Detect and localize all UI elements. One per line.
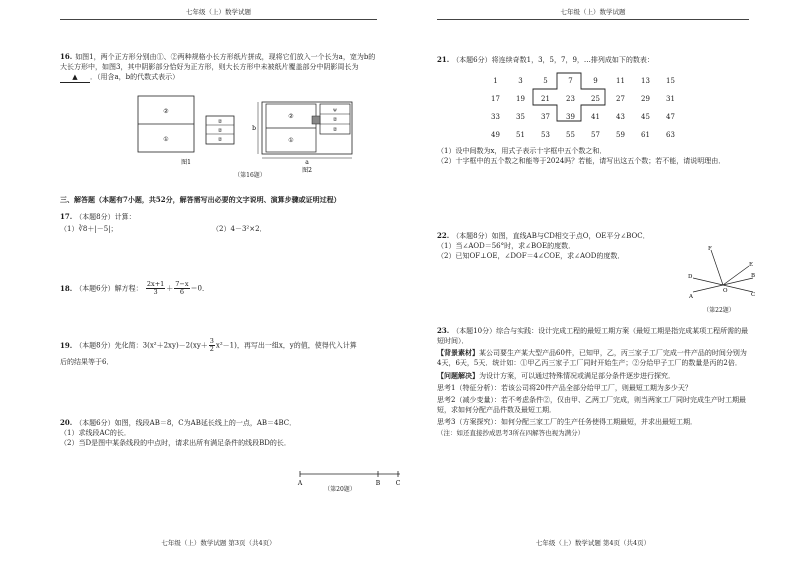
odd-number-table bbox=[483, 72, 683, 144]
fraction-1: $\frac{2x+1}{3}$ bbox=[146, 280, 165, 297]
figure-22 bbox=[687, 244, 757, 308]
header-rule bbox=[437, 19, 749, 20]
question-23: 23. （本题10分）综合与实践：设计完成工程的最短工期方案（最短工期是指完成某项工程所需的最短时间）． 【背景素材】某公司要生产某大型产品60件，已知甲，乙，丙三家子工厂完成一件产品的时间分别为4天，6天，5天．统计如：①甲乙丙三家子工厂同时开始生产；②分给甲子工厂的数量是丙的2倍． 【问题解决】为设计方案，可以通过特殊情况或满足部分条件逐步进行探究． 思考1（特征分析）：若该公司将20件产品全部分给甲工厂，则最短工期为多少天？ 思考2（减少变量）：若不考虑条件②，仅由甲、乙两工厂完成，则当两家工厂同时完成生产时工期最短，求如何分配产品件数及最短工期． 思考3（方案探究）：如何分配三家工厂的生产任务使得工期最短，并求出最短工期． （注：如还直接抄成思考3所在四解答也视为满分） bbox=[437, 326, 749, 438]
question-19: 19. （本题8分）先化简：3(x²＋2xy)－2(xy＋ $\frac{3}{2}$ x²－1)，再写出一组x，y的值，使得代入计算 后的结果等于6． bbox=[60, 337, 357, 367]
answer-blank[interactable]: ▲ bbox=[60, 72, 90, 83]
ray-of bbox=[711, 250, 723, 285]
fraction-3-2: $\frac{3}{2}$ bbox=[209, 337, 214, 354]
table-row: 33 35 37 39 41 43 45 47 bbox=[491, 112, 675, 121]
fig2-caption: 图2 bbox=[302, 167, 312, 174]
fig1-label-two: ② bbox=[163, 108, 169, 115]
point-c: C bbox=[395, 480, 401, 487]
svg-text:B: B bbox=[751, 273, 756, 279]
svg-text:ψ: ψ bbox=[333, 107, 337, 113]
figure-16-caption: （第16题） bbox=[234, 172, 266, 179]
q17-expr-2: 4－3²×2． bbox=[230, 225, 267, 234]
header-rule bbox=[60, 19, 377, 20]
angle-figure bbox=[687, 244, 757, 308]
question-21-parts: （1）设中间数为x，用式子表示十字框中五个数之和． （2）十字框中的五个数之和能等于2024吗？若能，请写出这五个数；若不能，请说明理由． bbox=[437, 147, 726, 166]
svg-text:②: ② bbox=[217, 119, 223, 125]
svg-text:F: F bbox=[708, 246, 712, 252]
svg-text:C: C bbox=[751, 292, 756, 298]
svg-text:D: D bbox=[688, 274, 693, 280]
table-row: 49 51 53 55 57 59 61 63 bbox=[491, 130, 675, 139]
page-header: 七年级（上）数学试题 bbox=[186, 8, 251, 16]
page-footer: 七年级（上）数学试题 第4页（共4页） bbox=[535, 538, 651, 547]
point-a: A bbox=[297, 480, 303, 487]
number-grid bbox=[483, 72, 683, 144]
question-17: 17. （本题8分）计算： （1）∛8＋|－5|； （2）4－3²×2． bbox=[60, 212, 267, 234]
svg-text:A: A bbox=[689, 294, 693, 300]
question-text: 如图1，两个正方形分别由①、②两种规格小长方形纸片拼成，现将它们放入一个长为a，宽为b的大长方形中，如图3，其中阴影部分恰好为正方形，则大长方形中未被纸片覆盖部分中阴影周长为 bbox=[60, 53, 376, 72]
svg-text:②: ② bbox=[288, 113, 294, 120]
svg-text:②: ② bbox=[217, 128, 223, 134]
question-18: 18. （本题6分）解方程： $\frac{2x+1}{3}$ ＋ $\frac{7-x}{6}$ ＝0． bbox=[60, 280, 209, 297]
svg-text:①: ① bbox=[288, 137, 294, 144]
svg-text:②: ② bbox=[217, 137, 223, 143]
svg-text:②: ② bbox=[332, 127, 338, 133]
q17-expr-1: ∛8＋|－5|； bbox=[78, 225, 118, 234]
question-16 bbox=[60, 52, 378, 83]
shaded-square bbox=[312, 116, 320, 124]
svg-text:O: O bbox=[723, 288, 728, 294]
question-21: 21. （本题6分）将连续奇数1，3，5，7，9，…排列成如下的数表： bbox=[437, 55, 654, 64]
question-tail: ．（用含a，b的代数式表示） bbox=[90, 73, 180, 82]
question-number: 16. bbox=[60, 52, 73, 61]
page-4 bbox=[397, 0, 794, 561]
question-22: 22. （本题8分）如图，直线AB与CD相交于点O，OE平分∠BOC． （1）当∠AOD＝56°时，求∠BOE的度数． （2）已知OF⊥OE，∠DOF＝4∠COE，求∠AOD的度数． bbox=[437, 231, 650, 261]
point-b: B bbox=[375, 480, 381, 487]
page-footer: 七年级（上）数学试题 第3页（共4页） bbox=[161, 538, 276, 547]
table-row: 17 19 21 23 25 27 29 31 bbox=[491, 94, 675, 103]
svg-text:②: ② bbox=[332, 117, 338, 123]
table-row: 1 3 5 7 9 11 13 15 bbox=[493, 76, 675, 85]
section-3-title: 三、解答题（本题有7小题，共52分，解答需写出必要的文字说明、演算步骤或证明过程） bbox=[60, 195, 341, 204]
question-20: 20. （本题6分）如图，线段AB＝8，C为AB延长线上的一点，AB＝4BC． （1）求线段AC的长． （2）当D是图中某条线段的中点时，请求出所有满足条件的线段BD的长． bbox=[60, 418, 297, 448]
fig1-label-one: ① bbox=[163, 136, 169, 143]
page-header: 七年级（上）数学试题 bbox=[560, 8, 626, 16]
dim-a: a bbox=[305, 159, 309, 166]
dim-b: b bbox=[252, 125, 256, 132]
figure-22-caption: （第22题） bbox=[703, 307, 735, 314]
fraction-2: $\frac{7-x}{6}$ bbox=[175, 280, 189, 297]
svg-text:E: E bbox=[749, 262, 754, 268]
fig1-caption: 图1 bbox=[181, 159, 191, 166]
figure-20-caption: （第20题） bbox=[324, 486, 356, 493]
